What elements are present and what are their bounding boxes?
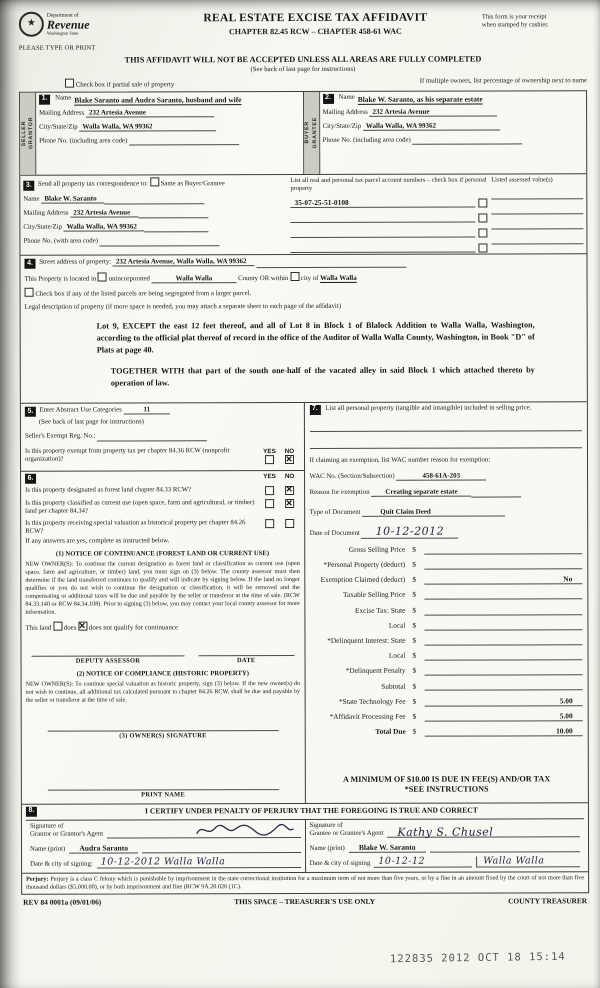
partial-sale-checkbox[interactable] xyxy=(65,79,74,88)
parcel-line-4[interactable] xyxy=(291,242,476,252)
dollar-sign: $ xyxy=(412,605,417,615)
dollar-sign: $ xyxy=(412,574,416,584)
grantee-signature-line[interactable] xyxy=(387,826,580,838)
buyer-phone-label: Phone No. (including area code) xyxy=(322,136,411,144)
section7-badge: 7. xyxy=(309,405,320,415)
corr-name-line[interactable] xyxy=(105,195,205,204)
parcel-line-2[interactable] xyxy=(291,212,476,222)
print-name-line[interactable] xyxy=(48,777,279,790)
buyer-mailing-line[interactable] xyxy=(438,108,498,117)
fee-label-excise-state: Excise Tax: State xyxy=(354,605,406,615)
assessed-line-1[interactable] xyxy=(491,189,583,199)
forest-land-question: Is this property designated as forest land chapter 84.33 RCW? xyxy=(25,486,192,494)
doc-type-label: Type of Document xyxy=(309,508,361,516)
land-does-not-checkbox[interactable] xyxy=(78,622,87,631)
buyer-name-value: Blake W. Saranto, as his separate estate xyxy=(357,94,483,104)
corr-phone-line[interactable] xyxy=(100,237,220,246)
seller-city-line[interactable] xyxy=(161,122,217,131)
doc-type-line[interactable] xyxy=(449,508,505,517)
buyer-city-value: Walla Walla, WA 99362 xyxy=(363,121,444,130)
minimum-due-note xyxy=(310,774,583,801)
grantee-signature-value: Kathy S. Chusel xyxy=(397,825,494,839)
grantor-date-label: Date & city of signing: xyxy=(30,860,93,868)
city-value: Walla Walla xyxy=(320,273,357,282)
parcel-line-3[interactable] xyxy=(291,227,476,237)
section5-see-back: (See back of last page for instructions) xyxy=(38,418,144,426)
section1-badge: 1. xyxy=(39,94,50,104)
excise-tax-column xyxy=(304,402,588,803)
perjury-lead: Perjury: xyxy=(26,876,49,883)
section4-badge: 4. xyxy=(24,259,35,269)
buyer-city-line[interactable] xyxy=(444,122,500,131)
legal-paragraph-1: Lot 9, EXCEPT the east 12 feet thereof, and all of Lot 8 in Block 1 of Blalock Addition to Walla Walla, Washington, according to the official plat thereof of record in the office of the Auditor of Walla Walla County, Washington, in Book "D" of Plats at page 40. xyxy=(96,320,535,356)
reason-value: Creating separate estate xyxy=(371,488,471,497)
fee-label-personal: *Personal Property (deduct) xyxy=(323,559,406,570)
deputy-date-line[interactable] xyxy=(198,645,294,655)
forest-yes-checkbox[interactable] xyxy=(265,486,274,495)
exemption-note: If claiming an exemption, list WAC number reason for exemption: xyxy=(309,456,491,464)
wac-value: 458-61A-203 xyxy=(396,472,486,481)
historic-no-checkbox[interactable] xyxy=(285,519,294,528)
seller-city-value: Walla Walla, WA 99362 xyxy=(79,122,160,131)
exempt-reg-line[interactable] xyxy=(97,432,207,441)
fee-label-gross: Gross Selling Price xyxy=(348,544,406,554)
perjury-notice xyxy=(22,871,588,893)
yes-column-header: YES xyxy=(263,472,276,480)
current-use-no-checkbox[interactable] xyxy=(285,499,294,508)
fee-label-delinq-interest: *Delinquent Interest: State xyxy=(327,635,406,645)
seller-strip-word1: SELLER xyxy=(20,120,27,147)
buyer-mailing-label: Mailing Address xyxy=(322,108,368,116)
reason-line[interactable] xyxy=(472,488,522,497)
receipt-note-line2: when stamped by cashier. xyxy=(481,21,549,29)
assessed-line-2[interactable] xyxy=(491,204,583,214)
current-use-yes-checkbox[interactable] xyxy=(265,499,274,508)
fee-value-exemption[interactable]: No xyxy=(424,574,582,584)
corr-phone-label: Phone No. (with area code) xyxy=(23,237,99,246)
logo-name-text: Revenue xyxy=(46,17,90,32)
abstract-label: Enter Abstract Use Categories xyxy=(39,406,122,414)
county-treasurer-label: COUNTY TREASURER xyxy=(508,896,588,906)
form-chapter: CHAPTER 82.45 RCW – CHAPTER 458-61 WAC xyxy=(228,26,402,37)
dollar-sign: $ xyxy=(412,650,417,660)
multiple-owners-note: If multiple owners, list percentage of ownership next to name xyxy=(419,77,588,86)
fee-label-total-due: Total Due xyxy=(375,726,406,736)
unincorporated-checkbox[interactable] xyxy=(98,272,107,281)
fee-label-tech-fee: *State Technology Fee xyxy=(338,696,406,706)
minimum-due-line1: A MINIMUM OF $10.00 IS DUE IN FEE(S) AND/OR TAX xyxy=(342,774,551,784)
grantee-date-label: Date & city of signing xyxy=(309,859,371,867)
fee-label-subtotal: Subtotal xyxy=(381,681,406,691)
form-header xyxy=(19,10,587,52)
receipt-note xyxy=(482,10,587,30)
exempt-yes-label: YES xyxy=(263,447,276,455)
same-as-buyer-checkbox[interactable] xyxy=(150,177,159,186)
personal-property-line-1[interactable] xyxy=(309,420,582,432)
please-type-note: PLEASE TYPE OR PRINT xyxy=(18,44,96,52)
grantee-sig-label-2: Grantee or Grantee's Agent xyxy=(309,829,384,837)
property-address-section xyxy=(20,254,586,404)
street-address-label: Street address of property: xyxy=(39,258,112,266)
notice-continuance-text: NEW OWNER(S): To continue the current designation as forest land or classification as current use (open space, farm and agriculture, or timber) land, you must sign on (3) below. The county assessor must then determine if the land transferred continues to qualify and will indicate by signing below. If the land no longer qualifies or you do not wish to continue the designation or classification, it will be removed and the compensating or additional taxes will be due and payable by the seller or transferor at the time of sale. (RCW 84.33.140 or RCW 84.34.108). Prior to signing (3) below, you may contact your local county assessor for more information. xyxy=(25,561,300,617)
grantor-date-city-value: 10-12-2012 Walla Walla xyxy=(100,856,226,869)
exempt-reg-label: Seller's Exempt Reg. No.: xyxy=(24,432,96,441)
personal-property-checkbox-3[interactable] xyxy=(478,228,487,237)
fee-value-gross[interactable] xyxy=(424,544,582,554)
wac-label: WAC No. (Section/Subsection) xyxy=(309,472,395,481)
parcel-number-value: 35-07-25-51-0108 xyxy=(291,197,476,207)
perjury-text: Perjury is a class C felony which is punishable by imprisonment in the state correctional institution for a maximum term of not more than five years, or by a fine in an amount fixed by the court of not more than five thousand dollars ($5,000.00), or by both imprisonment and fine (RCW 9A.20.020 (1C). xyxy=(26,875,585,891)
form-title: REAL ESTATE EXCISE TAX AFFIDAVIT xyxy=(203,11,428,25)
grantee-signature-block xyxy=(304,819,584,872)
doc-date-value: 10-12-2012 xyxy=(362,525,458,539)
fee-value-excise-local[interactable] xyxy=(424,620,582,630)
seller-city-label: City/State/Zip xyxy=(39,123,78,131)
state-seal-icon: ★ xyxy=(19,12,44,37)
current-use-question: Is this property classified as current use (open space, farm and agricultural, or timber) land per chapter 84.34? xyxy=(25,499,255,516)
does-not-label: does not qualify for continuance xyxy=(88,624,179,633)
cashier-timestamp-stamp: 122835 2012 OCT 18 15:14 xyxy=(390,950,567,966)
located-in-label: This Property is located in xyxy=(24,275,97,283)
street-address-value: 232 Artesia Avenue, Walla Walla, WA 99362 xyxy=(113,257,255,266)
dollar-sign: $ xyxy=(412,559,416,569)
buyer-name-label: Name xyxy=(338,93,355,101)
dollar-sign: $ xyxy=(412,711,417,721)
fee-label-excise-local: Local xyxy=(388,620,406,630)
fee-value-processing-fee[interactable]: 5.00 xyxy=(425,711,583,721)
abstract-value: 11 xyxy=(123,405,170,414)
buyer-strip-word2: GRANTEE xyxy=(311,116,318,149)
dollar-sign: $ xyxy=(412,544,416,554)
same-as-buyer-label: Same as Buyer/Grantee xyxy=(160,179,225,187)
assessed-line-4[interactable] xyxy=(491,234,583,244)
grantee-name-value: Blake W. Saranto xyxy=(349,842,426,852)
deputy-date-label: DATE xyxy=(198,655,294,665)
fee-value-personal[interactable] xyxy=(424,559,582,569)
form-rev-number: REV 84 0001a (09/01/06) xyxy=(23,897,102,907)
certification-section xyxy=(22,803,588,873)
fee-label-exemption: Exemption Claimed (deduct) xyxy=(320,575,406,585)
form-body xyxy=(19,90,589,895)
use-categories-column xyxy=(21,403,306,804)
seller-mailing-label: Mailing Address xyxy=(39,109,85,117)
seller-name-label: Name xyxy=(55,94,72,102)
dollar-sign: $ xyxy=(412,696,417,706)
dollar-sign: $ xyxy=(412,726,417,736)
grantee-city-value: Walla Walla xyxy=(483,855,545,868)
fee-value-delinq-interest[interactable] xyxy=(424,635,582,645)
seller-mailing-line[interactable] xyxy=(154,108,214,117)
exempt-no-checkbox[interactable] xyxy=(285,455,294,464)
fee-value-delinq-local[interactable] xyxy=(425,650,583,660)
logo-sub-text: Washington State xyxy=(46,30,79,36)
seller-phone-line[interactable] xyxy=(129,136,239,145)
segregated-checkbox[interactable] xyxy=(25,288,34,297)
grantee-name-print-label: Name (print) xyxy=(309,844,345,852)
deputy-assessor-label: DEPUTY ASSESSOR xyxy=(32,655,185,665)
dollar-sign: $ xyxy=(412,635,417,645)
owners-signature-line[interactable] xyxy=(48,718,279,731)
city-of-label: city of xyxy=(300,274,319,282)
street-address-line[interactable] xyxy=(256,259,406,268)
corr-city-line[interactable] xyxy=(145,223,209,232)
exempt-no-label: NO xyxy=(284,447,295,455)
doc-date-label: Date of Document xyxy=(309,530,360,538)
county-or-within-label: County OR within xyxy=(238,274,289,283)
footer-row xyxy=(21,896,589,907)
city-checkbox[interactable] xyxy=(290,272,299,281)
section3-badge: 3. xyxy=(23,181,34,191)
grantee-sig-label-1: Signature of xyxy=(309,821,343,829)
tax-correspondence-section xyxy=(20,174,586,255)
doc-type-value: Quit Claim Deed xyxy=(362,507,449,516)
grantee-name-line[interactable] xyxy=(430,841,580,852)
see-back-note: (See back of last page for instructions) xyxy=(250,65,356,74)
personal-property-checkbox-1[interactable] xyxy=(478,198,487,207)
seller-strip-word2: GRANTOR xyxy=(28,117,35,150)
print-name-label: PRINT NAME xyxy=(48,789,279,799)
fee-label-delinq-local: Local xyxy=(388,650,406,660)
dollar-sign: $ xyxy=(412,681,417,691)
fee-value-excise-state[interactable] xyxy=(424,605,582,615)
buyer-grantee-box xyxy=(303,91,587,174)
dollar-sign: $ xyxy=(412,620,417,630)
assessed-values-header: Listed assessed value(s) xyxy=(491,175,553,184)
fee-value-penalty[interactable] xyxy=(425,666,583,676)
corr-city-value: Walla Walla, WA 99362 xyxy=(64,223,145,232)
corr-name-value: Blake W. Saranto xyxy=(41,195,104,204)
dollar-sign: $ xyxy=(412,666,417,676)
land-does-checkbox[interactable] xyxy=(53,622,62,631)
legal-description-label: Legal description of property (if more space is needed, you may attach a separate sheet to each page of the affidavit) xyxy=(24,303,341,312)
fee-label-processing-fee: *Affidavit Processing Fee xyxy=(329,711,406,721)
section5-badge: 5. xyxy=(25,407,36,417)
unincorporated-label: unincorporated xyxy=(108,275,150,283)
personal-property-checkbox-4[interactable] xyxy=(478,243,487,252)
this-land-label: This land xyxy=(25,625,52,633)
county-value: Walla Walla xyxy=(152,274,237,283)
notice-compliance-text: NEW OWNER(S): To continue special valuation as historic property, sign (3) below. If the new owner(s) do not wish to continue, all additional tax calculated pursuant to chapter 84.26 RCW, shall be due and payable by the seller or transferor at the time of sale. xyxy=(25,680,301,704)
buyer-mailing-value: 232 Artesia Avenue xyxy=(369,107,437,116)
fee-label-taxable: Taxable Selling Price xyxy=(343,590,406,600)
exempt-yes-checkbox[interactable] xyxy=(265,455,274,464)
if-yes-note: If any answers are yes, complete as instructed below. xyxy=(25,537,170,545)
buyer-strip-word1: BUYER xyxy=(304,121,311,144)
revenue-logo xyxy=(19,11,149,36)
fee-value-taxable[interactable] xyxy=(424,590,582,600)
grantor-name-line[interactable] xyxy=(142,842,300,853)
section8-badge: 8. xyxy=(26,806,37,816)
grantee-date-value: 10-12-12 xyxy=(378,856,426,868)
logo-dept-text: Department of xyxy=(46,12,79,19)
correspondence-label: Send all property tax correspondence to: xyxy=(38,180,149,188)
partial-sale-row xyxy=(19,78,587,91)
grantor-name-value: Audra Saranto xyxy=(69,843,138,853)
grantor-sig-label-2: Grantor or Grantor's Agent xyxy=(29,830,104,838)
dollar-sign: $ xyxy=(412,590,417,600)
grantor-name-print-label: Name (print) xyxy=(30,845,66,853)
fee-label-penalty: *Delinquent Penalty xyxy=(345,666,406,676)
no-column-header: NO xyxy=(284,472,295,480)
historic-question: Is this property receiving special valuation as historical property per chapter 84.26 RCW? xyxy=(25,518,246,535)
deputy-assessor-line[interactable] xyxy=(31,645,184,655)
grantor-signature-line[interactable] xyxy=(107,827,300,839)
assessed-line-3[interactable] xyxy=(491,219,583,229)
does-label: does xyxy=(63,625,77,633)
owners-signature-label: (3) OWNER(S) SIGNATURE xyxy=(48,730,279,740)
section2-badge: 2. xyxy=(323,94,334,104)
buyer-side-label xyxy=(304,92,320,174)
grantor-sig-label-1: Signature of xyxy=(29,822,64,830)
receipt-note-line1: This form is your receipt xyxy=(481,13,547,21)
seller-mailing-value: 232 Artesia Avenue xyxy=(86,108,154,117)
buyer-phone-line[interactable] xyxy=(413,135,523,144)
forest-no-checkbox[interactable] xyxy=(285,486,294,495)
historic-yes-checkbox[interactable] xyxy=(265,519,274,528)
personal-property-line-2[interactable] xyxy=(309,437,582,449)
notice-compliance-title: (2) NOTICE OF COMPLIANCE (HISTORIC PROPERTY) xyxy=(76,669,249,678)
segregated-label: Check box if any of the listed parcels are being segregated from a larger parcel. xyxy=(35,290,252,298)
personal-property-checkbox-2[interactable] xyxy=(478,213,487,222)
fee-table xyxy=(310,544,583,742)
parcel-numbers-header: List all real and personal tax parcel account numbers – check box if personal property xyxy=(290,176,487,192)
seller-phone-label: Phone No. (including area code) xyxy=(39,137,128,145)
seller-side-label xyxy=(20,92,36,174)
grantor-signature-block xyxy=(26,820,305,873)
acceptance-warning: THIS AFFIDAVIT WILL NOT BE ACCEPTED UNLESS ALL AREAS ARE FULLY COMPLETED xyxy=(124,54,482,65)
fee-value-total-due[interactable]: 10.00 xyxy=(425,726,583,736)
corr-name-label: Name xyxy=(23,196,40,204)
partial-sale-label: Check box if partial sale of property xyxy=(75,81,175,89)
treasurer-space-label: THIS SPACE – TREASURER'S USE ONLY xyxy=(234,896,376,907)
exempt-question: Is this property exempt from property tax per chapter 84.36 RCW (nonprofit organization)? xyxy=(24,446,230,463)
seller-name-value: Blake Saranto and Audra Saranto, husband and wife xyxy=(74,94,242,105)
grantor-signature-scribble xyxy=(194,821,294,839)
seller-grantor-box xyxy=(20,92,303,175)
notice-continuance-title: (1) NOTICE OF CONTINUANCE (FOREST LAND OR CURRENT USE) xyxy=(55,550,270,558)
legal-description-text xyxy=(97,319,535,390)
corr-mailing-value: 232 Artesia Avenue xyxy=(70,209,138,218)
certify-statement: I CERTIFY UNDER PENALTY OF PERJURY THAT THE FOREGOING IS TRUE AND CORRECT xyxy=(145,805,478,816)
minimum-due-line2: *SEE INSTRUCTIONS xyxy=(404,784,489,794)
corr-city-label: City/State/Zip xyxy=(23,224,62,232)
corr-mailing-label: Mailing Address xyxy=(23,210,69,218)
reason-label: Reason for exemption xyxy=(309,489,370,497)
legal-paragraph-2: TOGETHER WITH that part of the south one-half of the vacated alley in said Block 1 which attached thereto by operation of law. xyxy=(110,365,535,388)
section6-badge: 6. xyxy=(25,473,36,483)
fee-value-tech-fee[interactable]: 5.00 xyxy=(425,696,583,706)
buyer-city-label: City/State/Zip xyxy=(322,122,362,130)
corr-mailing-line[interactable] xyxy=(138,209,208,218)
personal-property-label: List all personal property (tangible and intangible) included in selling price. xyxy=(325,404,532,412)
fee-value-subtotal[interactable] xyxy=(425,681,583,691)
